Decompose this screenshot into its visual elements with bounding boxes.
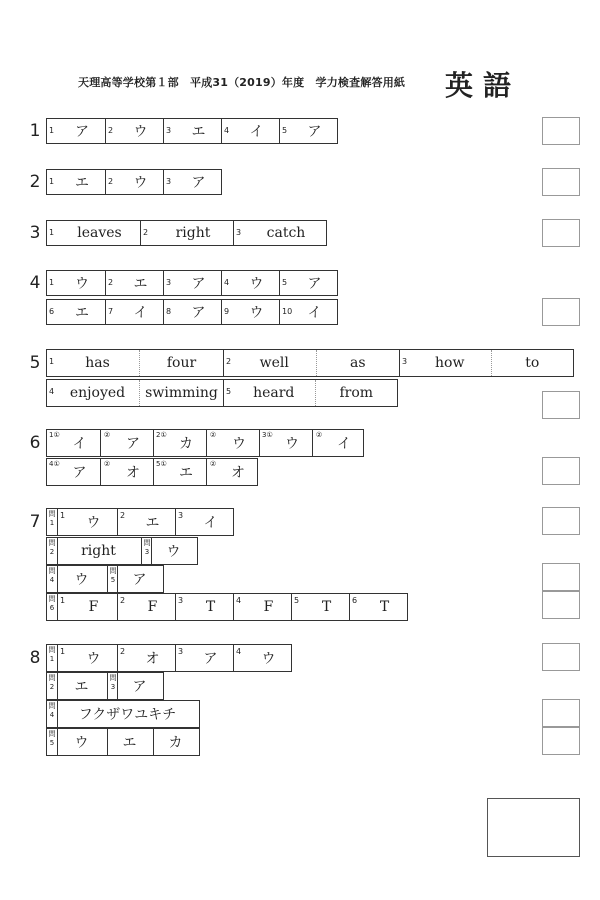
item-number: 2: [108, 278, 114, 287]
answer-text: エ: [74, 679, 89, 695]
item-number: 4: [236, 596, 242, 605]
answer-word: enjoyed: [69, 385, 126, 401]
q8-answer-row-3: [46, 700, 200, 728]
answer-text: ア: [307, 124, 322, 140]
answer-text: ア: [132, 679, 147, 695]
answer-cell[interactable]: [175, 509, 233, 535]
q7-answer-row-1: [46, 508, 234, 536]
answer-text: ア: [203, 651, 218, 667]
item-number: 4: [49, 387, 55, 396]
item-number: 9: [224, 307, 230, 316]
answer-word: from: [315, 380, 398, 406]
sub-question-label: 問3: [107, 673, 117, 699]
answer-cell[interactable]: [57, 645, 117, 671]
question-number: 3: [29, 223, 41, 243]
q4-answer-row-1: [46, 270, 338, 296]
question-number: 2: [29, 172, 41, 192]
answer-text: カ: [168, 735, 183, 751]
answer-cell[interactable]: [163, 300, 221, 324]
answer-cell[interactable]: [291, 594, 349, 620]
answer-text: ウ: [249, 276, 264, 292]
answer-cell[interactable]: [349, 594, 407, 620]
item-number: 1: [60, 647, 66, 656]
answer-cell[interactable]: [47, 380, 223, 406]
answer-text: エ: [75, 175, 89, 191]
sub-question-label: 問2: [48, 539, 56, 556]
item-number: 3①: [262, 431, 273, 439]
q4-answer-row-2: [46, 299, 338, 325]
answer-cell[interactable]: [57, 673, 107, 699]
answer-cell[interactable]: [223, 350, 399, 376]
answer-text: ウ: [232, 436, 246, 452]
q7-answer-row-2: [46, 537, 198, 565]
question-number: 4: [29, 273, 41, 293]
item-number: 1: [49, 177, 55, 186]
item-number: 2: [120, 511, 126, 520]
answer-cell[interactable]: [151, 538, 197, 564]
answer-text: イ: [249, 124, 264, 140]
answer-text: エ: [145, 515, 160, 531]
answer-cell[interactable]: [105, 170, 163, 194]
score-box[interactable]: [542, 457, 580, 485]
item-number: 4: [224, 126, 230, 135]
q6-answer-row-2: [46, 458, 258, 486]
answer-text: T: [205, 599, 216, 615]
answer-cell[interactable]: [163, 271, 221, 295]
answer-word: heard: [253, 385, 295, 401]
score-box[interactable]: [542, 117, 580, 145]
sheet-title: 天理高等学校第１部 平成31（2019）年度 学力検査解答用紙: [78, 76, 406, 89]
answer-text: right: [175, 225, 211, 241]
answer-cell[interactable]: [163, 119, 221, 143]
answer-text: ウ: [261, 651, 276, 667]
answer-text: オ: [231, 465, 245, 481]
answer-cell[interactable]: [47, 430, 100, 456]
answer-text: イ: [72, 436, 87, 452]
answer-cell[interactable]: [279, 271, 337, 295]
q7-answer-row-3: [46, 565, 164, 593]
answer-text: イ: [337, 436, 351, 452]
answer-cell[interactable]: [206, 430, 259, 456]
answer-text: イ: [307, 305, 322, 321]
sub-question-label: 問1: [48, 510, 56, 527]
answer-cell[interactable]: [47, 119, 105, 143]
answer-word: has: [85, 355, 110, 371]
answer-cell[interactable]: [175, 594, 233, 620]
answer-text: オ: [145, 651, 160, 667]
answer-word: swimming: [139, 380, 223, 406]
answer-cell[interactable]: [117, 673, 163, 699]
item-number: 3: [402, 357, 408, 366]
answer-cell[interactable]: [47, 271, 105, 295]
q2-answer-row: [46, 169, 222, 195]
answer-cell[interactable]: [105, 119, 163, 143]
answer-word: to: [491, 350, 574, 376]
answer-text: エ: [191, 124, 206, 140]
answer-cell[interactable]: [153, 459, 206, 485]
answer-text: F: [147, 599, 158, 615]
item-number: 8: [166, 307, 172, 316]
item-number: 10: [282, 307, 293, 316]
answer-text: エ: [179, 465, 193, 481]
answer-text: ア: [132, 572, 147, 588]
answer-text: ア: [126, 436, 140, 452]
score-box[interactable]: [542, 391, 580, 419]
sub-question-label: 問4: [48, 702, 56, 719]
answer-cell[interactable]: [57, 509, 117, 535]
answer-text: ア: [191, 276, 206, 292]
item-number: 1: [49, 126, 55, 135]
sub-question-label: 問4: [48, 567, 56, 584]
question-number: 5: [29, 353, 41, 373]
answer-text: ウ: [285, 436, 299, 452]
answer-text: エ: [122, 735, 137, 751]
answer-cell[interactable]: [100, 430, 153, 456]
answer-word: well: [259, 355, 289, 371]
answer-cell[interactable]: [117, 566, 163, 592]
answer-cell[interactable]: [57, 538, 141, 564]
answer-cell[interactable]: [47, 221, 140, 245]
sub-question-label: 問1: [48, 646, 56, 663]
item-number: 4①: [49, 460, 60, 468]
item-number: 1①: [49, 431, 60, 439]
answer-cell[interactable]: [47, 459, 100, 485]
answer-text: ア: [307, 276, 322, 292]
item-number: 2: [120, 596, 126, 605]
item-number: 5: [226, 387, 232, 396]
answer-text: catch: [266, 225, 306, 241]
score-box[interactable]: [542, 643, 580, 671]
answer-text: オ: [126, 465, 140, 481]
answer-text: ウ: [133, 175, 148, 191]
item-number: 4: [236, 647, 242, 656]
item-number: 2: [226, 357, 232, 366]
answer-text: leaves: [77, 225, 122, 241]
item-number: 3: [178, 647, 184, 656]
answer-text: ウ: [166, 544, 181, 560]
answer-cell[interactable]: [105, 300, 163, 324]
item-number: 1: [49, 228, 55, 237]
item-number: 5: [294, 596, 300, 605]
score-box[interactable]: [542, 507, 580, 535]
answer-cell[interactable]: [175, 645, 233, 671]
answer-text: ウ: [133, 124, 148, 140]
answer-cell[interactable]: [47, 170, 105, 194]
item-number: 3: [178, 596, 184, 605]
subject-title: 英語: [445, 69, 522, 102]
item-number: 2: [143, 228, 149, 237]
answer-cell[interactable]: [153, 729, 199, 755]
score-box[interactable]: [542, 219, 580, 247]
score-box[interactable]: [542, 563, 580, 591]
answer-cell[interactable]: [57, 594, 117, 620]
answer-text: ウ: [74, 735, 89, 751]
answer-cell[interactable]: [312, 430, 363, 456]
answer-cell[interactable]: [107, 729, 153, 755]
item-number: 1: [49, 278, 55, 287]
item-number: 6: [352, 596, 358, 605]
answer-cell[interactable]: [105, 271, 163, 295]
item-number: 3: [236, 228, 242, 237]
q8-answer-row-2: [46, 672, 164, 700]
score-box[interactable]: [542, 298, 580, 326]
item-number: 2: [108, 177, 114, 186]
question-number: 8: [29, 648, 41, 668]
answer-cell[interactable]: [117, 509, 175, 535]
item-number: 6: [49, 307, 55, 316]
item-number: ②: [103, 431, 111, 439]
answer-cell[interactable]: [206, 459, 257, 485]
answer-text: ウ: [74, 572, 89, 588]
item-number: 1: [60, 511, 66, 520]
item-number: 1: [60, 596, 66, 605]
answer-text: ア: [72, 465, 87, 481]
answer-text: T: [321, 599, 332, 615]
item-number: 3: [166, 177, 172, 186]
answer-cell[interactable]: [233, 645, 291, 671]
answer-cell[interactable]: [117, 645, 175, 671]
item-number: 2: [120, 647, 126, 656]
answer-cell[interactable]: [259, 430, 312, 456]
sub-question-label: 問5: [48, 730, 56, 747]
score-box[interactable]: [542, 168, 580, 196]
item-number: 3: [166, 278, 172, 287]
item-number: ②: [315, 431, 323, 439]
score-box[interactable]: [542, 591, 580, 619]
q5-answer-row-1: [46, 349, 574, 377]
answer-text: フクザワユキチ: [78, 707, 177, 723]
question-number: 6: [29, 433, 41, 453]
item-number: 3: [166, 126, 172, 135]
answer-text: T: [379, 599, 390, 615]
answer-word: as: [316, 350, 400, 376]
answer-text: F: [263, 599, 274, 615]
item-number: 3: [178, 511, 184, 520]
item-number: 5①: [156, 460, 167, 468]
q7-answer-row-4: [46, 593, 408, 621]
question-number: 7: [29, 512, 41, 532]
answer-cell[interactable]: [233, 221, 326, 245]
answer-word: how: [435, 355, 465, 371]
answer-text: イ: [203, 515, 218, 531]
answer-cell[interactable]: [221, 271, 279, 295]
q8-answer-row-1: [46, 644, 292, 672]
question-number: 1: [29, 121, 41, 141]
q8-answer-row-4: [46, 728, 200, 756]
item-number: 2: [108, 126, 114, 135]
answer-text: カ: [179, 436, 193, 452]
answer-text: ア: [75, 124, 89, 140]
answer-text: エ: [75, 305, 89, 321]
item-number: 1: [49, 357, 55, 366]
score-box[interactable]: [542, 699, 580, 727]
answer-cell[interactable]: [117, 594, 175, 620]
answer-cell[interactable]: [57, 701, 199, 727]
answer-cell[interactable]: [233, 594, 291, 620]
answer-cell[interactable]: [221, 119, 279, 143]
answer-cell[interactable]: [153, 430, 206, 456]
answer-text: ウ: [249, 305, 264, 321]
q1-answer-row: [46, 118, 338, 144]
answer-cell[interactable]: [399, 350, 573, 376]
item-number: 5: [282, 278, 288, 287]
item-number: 7: [108, 307, 114, 316]
answer-text: ウ: [86, 651, 101, 667]
answer-cell[interactable]: [279, 119, 337, 143]
answer-cell[interactable]: [140, 221, 233, 245]
sub-question-label: 問5: [107, 566, 117, 592]
answer-text: イ: [133, 305, 148, 321]
answer-word: four: [139, 350, 223, 376]
answer-text: ウ: [86, 515, 101, 531]
item-number: ②: [103, 460, 111, 468]
item-number: ②: [209, 460, 217, 468]
answer-cell[interactable]: [223, 380, 397, 406]
answer-cell[interactable]: [163, 170, 221, 194]
sub-question-label: 問3: [141, 538, 151, 564]
q5-answer-row-2: [46, 379, 398, 407]
answer-cell[interactable]: [47, 350, 223, 376]
answer-text: F: [88, 599, 99, 615]
answer-cell[interactable]: [221, 300, 279, 324]
answer-cell[interactable]: [57, 729, 107, 755]
q3-answer-row: [46, 220, 327, 246]
score-box[interactable]: [542, 727, 580, 755]
item-number: 4: [224, 278, 230, 287]
q6-answer-row-1: [46, 429, 364, 457]
answer-cell[interactable]: [100, 459, 153, 485]
sub-question-label: 問2: [48, 674, 56, 691]
answer-text: ア: [191, 305, 206, 321]
answer-text: ウ: [75, 276, 89, 292]
total-score-box[interactable]: [487, 798, 580, 857]
sub-question-label: 問6: [48, 595, 56, 612]
answer-cell[interactable]: [57, 566, 107, 592]
answer-cell[interactable]: [279, 300, 337, 324]
answer-text: エ: [133, 276, 148, 292]
item-number: ②: [209, 431, 217, 439]
item-number: 5: [282, 126, 288, 135]
item-number: 2①: [156, 431, 167, 439]
answer-cell[interactable]: [47, 300, 105, 324]
answer-text: ア: [191, 175, 206, 191]
answer-text: right: [81, 543, 116, 559]
